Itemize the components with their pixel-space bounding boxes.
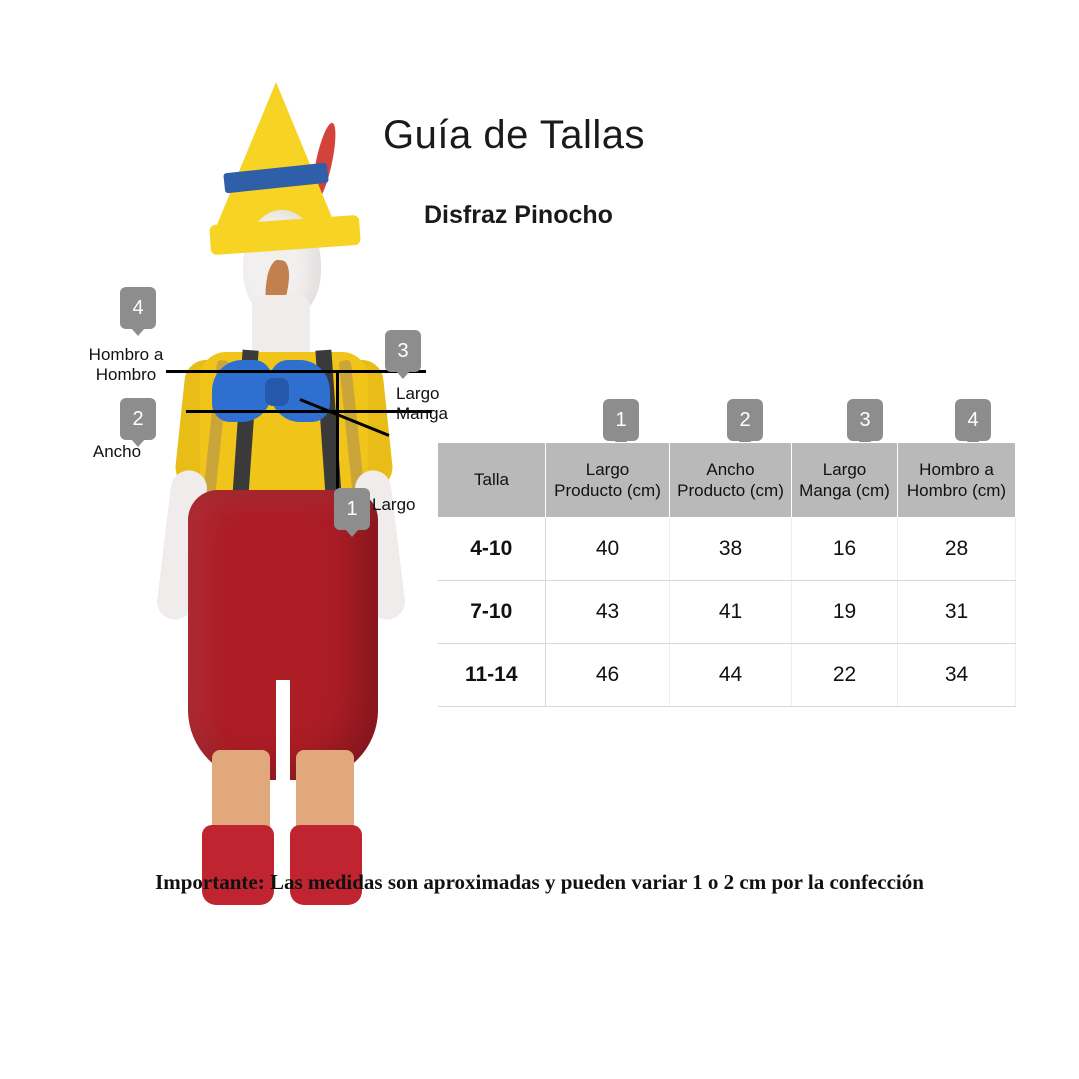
callout-label-manga-line2: Manga bbox=[396, 403, 448, 423]
table-badge-4-label: 4 bbox=[967, 408, 979, 431]
callout-badge-3 bbox=[385, 330, 421, 372]
cell-talla: 4-10 bbox=[438, 518, 546, 581]
table-badge-4 bbox=[955, 399, 991, 441]
table-row bbox=[438, 518, 1016, 581]
table-header-hombro-line1: Hombro a bbox=[919, 459, 994, 479]
callout-label-hombro-line2: Hombro bbox=[95, 364, 157, 384]
table-badge-2-label: 2 bbox=[739, 408, 751, 431]
footer-note: Importante: Las medidas son aproximadas y pueden variar 1 o 2 cm por la confección bbox=[155, 870, 924, 894]
table-column-badges bbox=[437, 397, 1015, 443]
cell-talla: 7-10 bbox=[438, 581, 546, 644]
cell-ancho: 38 bbox=[670, 518, 792, 581]
cell-hombro: 34 bbox=[898, 644, 1016, 707]
cell-manga: 22 bbox=[792, 644, 898, 707]
table-badge-3 bbox=[847, 399, 883, 441]
table-badge-1-label: 1 bbox=[615, 408, 627, 431]
table-header-hombro bbox=[898, 443, 1016, 518]
table-header-largo-producto-line2: Producto (cm) bbox=[554, 481, 661, 500]
cell-largo: 46 bbox=[546, 644, 670, 707]
cell-ancho: 44 bbox=[670, 644, 792, 707]
table-badge-2 bbox=[727, 399, 763, 441]
table-header-ancho-producto-line1: Ancho bbox=[706, 459, 755, 479]
table-header-talla-line1: Talla bbox=[474, 470, 509, 490]
page-title: Guía de Tallas bbox=[383, 113, 645, 157]
callout-badge-2-label: 2 bbox=[132, 407, 144, 430]
cell-largo: 43 bbox=[546, 581, 670, 644]
table-header-largo-manga bbox=[792, 443, 898, 518]
table-header-largo-manga-line1: Largo bbox=[822, 459, 867, 479]
table-header-largo-producto bbox=[546, 443, 670, 518]
callout-label-largo-text: Largo bbox=[372, 495, 416, 514]
callout-label-hombro bbox=[72, 345, 180, 384]
size-table-wrapper bbox=[437, 442, 1015, 707]
cell-talla: 11-14 bbox=[438, 644, 546, 707]
table-badge-1 bbox=[603, 399, 639, 441]
callout-label-manga-line1: Largo bbox=[396, 384, 440, 403]
product-photo bbox=[140, 60, 480, 860]
pants-gap bbox=[276, 680, 290, 790]
bowtie-knot bbox=[265, 378, 289, 406]
table-row bbox=[438, 644, 1016, 707]
callout-badge-3-label: 3 bbox=[397, 339, 409, 362]
cell-ancho: 41 bbox=[670, 581, 792, 644]
table-row bbox=[438, 581, 1016, 644]
table-header-ancho-producto bbox=[670, 443, 792, 518]
callout-label-largo bbox=[372, 495, 442, 515]
cell-hombro: 31 bbox=[898, 581, 1016, 644]
callout-label-hombro-line1: Hombro a bbox=[88, 345, 164, 364]
table-header-row bbox=[438, 443, 1016, 518]
callout-badge-4 bbox=[120, 287, 156, 329]
cell-manga: 16 bbox=[792, 518, 898, 581]
table-header-talla bbox=[438, 443, 546, 518]
cell-largo: 40 bbox=[546, 518, 670, 581]
page-subtitle: Disfraz Pinocho bbox=[424, 201, 613, 229]
callout-label-ancho-text: Ancho bbox=[92, 442, 142, 461]
cell-manga: 19 bbox=[792, 581, 898, 644]
size-table bbox=[437, 442, 1016, 707]
table-header-hombro-line2: Hombro (cm) bbox=[906, 481, 1007, 500]
callout-badge-2 bbox=[120, 398, 156, 440]
table-header-largo-manga-line2: Manga (cm) bbox=[799, 481, 890, 500]
table-header-ancho-producto-line2: Producto (cm) bbox=[677, 481, 784, 500]
callout-badge-1-label: 1 bbox=[346, 497, 358, 520]
callout-badge-1 bbox=[334, 488, 370, 530]
callout-label-ancho bbox=[62, 442, 172, 462]
table-badge-3-label: 3 bbox=[859, 408, 871, 431]
table-header-largo-producto-line1: Largo bbox=[585, 459, 630, 479]
callout-badge-4-label: 4 bbox=[132, 296, 144, 319]
cell-hombro: 28 bbox=[898, 518, 1016, 581]
